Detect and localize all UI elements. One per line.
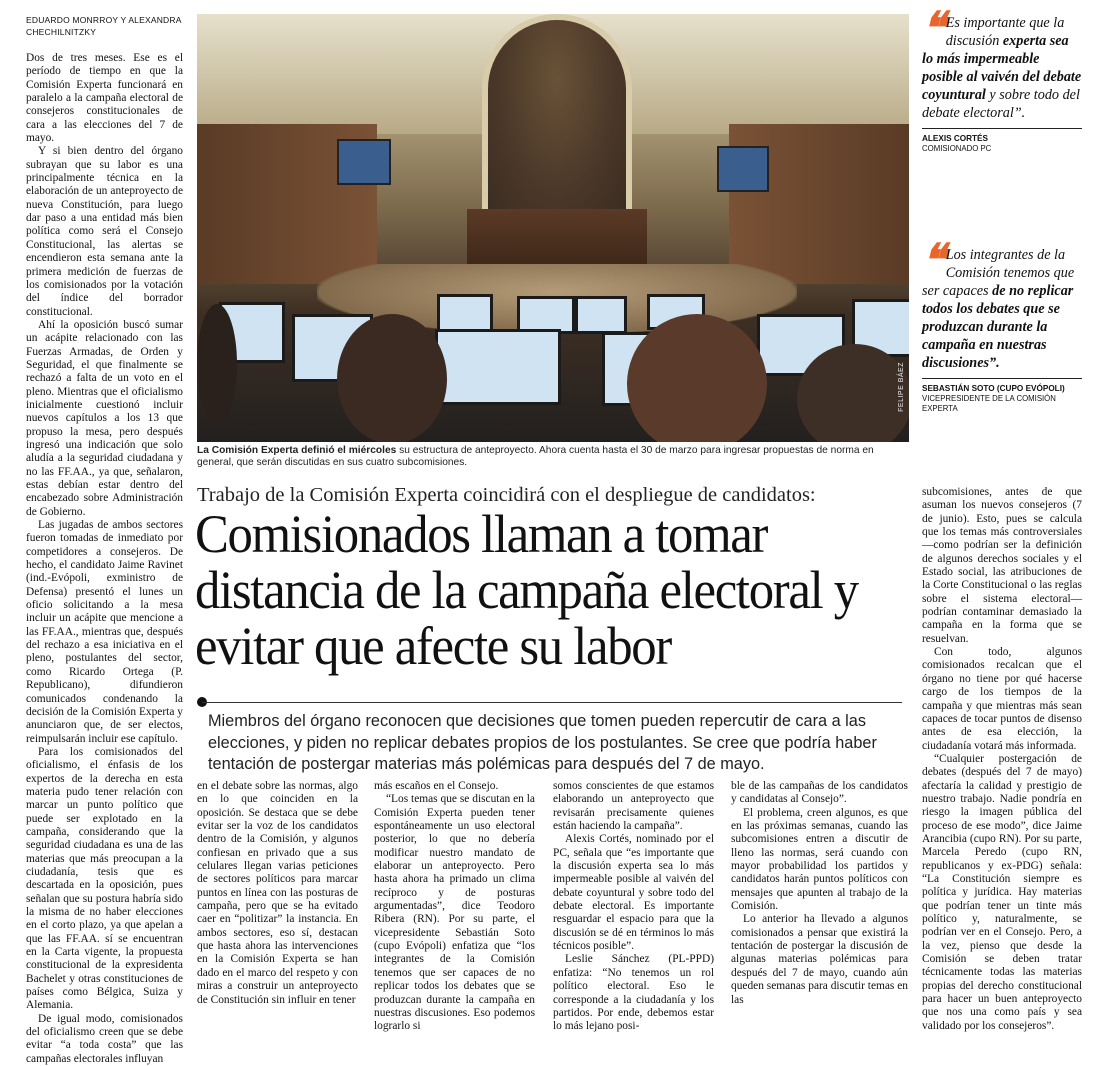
article-column-1 bbox=[197, 780, 358, 1007]
paragraph: De igual modo, comisionados del oficialismo creen que se debe evitar “a toda costa” que las campañas electorales influyan bbox=[26, 1012, 183, 1065]
paragraph: “Cualquier postergación de debates (después del 7 de mayo) afectaría la calidad y prestigio de nuestro trabajo. Nadie pondría en riesgo la imagen pública del proceso de ese modo”, dice Jaime Arancibia (cupo RN). Por su parte, Marcela Peredo (cupo RN, republicanos y ex-PDG) señala: “La Constitución siempre es política y jurídica. Hay materias que podrían tener un tinte más político y, naturalmente, se podrían ver en el Consejo. Pero, a la vez, pienso que desde la Comisión se deben tratar técnicamente todas las materias propias del derecho constitucional para hacer un buen anteproyecto que nos una como país y sea validado por los consejeros”. bbox=[922, 752, 1082, 1032]
quote-author-role: VICEPRESIDENTE DE LA COMISIÓN EXPERTA bbox=[922, 394, 1056, 413]
paragraph: El problema, creen algunos, es que en las próximas semanas, cuando las subcomisiones entren a discutir de lleno las normas, será cuando con mayor probabilidad los partidos y candidatos harán puntos políticos con mensajes que apunten al trabajo de la Comisión. bbox=[731, 806, 908, 913]
quote-mark-icon: ❝ bbox=[922, 3, 942, 54]
paragraph: Lo anterior ha llevado a algunos comisionados a pensar que existirá la tentación de postergar la discusión de algunas materias polémicas para después del 7 de mayo, cuando aún queden semanas para discutir temas en las bbox=[731, 913, 908, 1006]
paragraph: somos conscientes de que estamos elaborando un anteproyecto que revisarán precisamente quienes están haciendo la campaña”. bbox=[553, 780, 714, 833]
paragraph: Dos de tres meses. Ese es el período de tiempo en que la Comisión Experta funcionará en paralelo a la campaña electoral de consejeros constitucionales de cara a las elecciones del 7 de mayo. bbox=[26, 52, 183, 145]
quote-text: Los integrantes de la Comisión tenemos que ser capaces bbox=[922, 247, 1075, 299]
quote-text-bold: experta sea lo más impermeable posible al vaivén del debate coyuntural bbox=[922, 33, 1082, 103]
paragraph: Y si bien dentro del órgano subrayan que su labor es una principalmente técnica en la elaboración de un anteproyecto de nueva Constitución, para luego dar paso a una entidad más bien política como será el Consejo Constitucional, las alertas se encendieron esta semana ante la primera medición de fuerzas de los comisionados por la votación del índice del borrador constitucional. bbox=[26, 145, 183, 318]
quote-mark-icon: ❝ bbox=[922, 235, 942, 286]
kicker: Trabajo de la Comisión Experta coincidirá con el despliegue de candidatos: bbox=[197, 484, 816, 506]
paragraph: Leslie Sánchez (PL-PPD) enfatiza: “No tenemos un rol político electoral. Eso le corresponde a la ciudadanía y los partidos. Por ende, debemos estar lo más lejano posi- bbox=[553, 953, 714, 1033]
quote-author: ALEXIS CORTÉS bbox=[922, 134, 988, 143]
paragraph: ble de las campañas de los candidatos y candidatas al Consejo”. bbox=[731, 780, 908, 806]
quote-text-end: y sobre todo del debate electoral”. bbox=[922, 87, 1080, 121]
paragraph: “Los temas que se discutan en la Comisión Experta pueden tener espontáneamente un uso electoral posterior, lo que no debería modificar nuestro mandato de elaborar un anteproyecto. Pero hasta ahora ha primado un clima recíproco y de posturas argumentadas”, dice Teodoro Ribera (RN). Por su parte, el vicepresidente Sebastián Soto (cupo Evópoli) enfatiza que “los integrantes de la Comisión tenemos que ser capaces de no replicar todos los debates que se produzcan durante la campaña en nuestras discusiones. Eso podemos lograrlo si bbox=[374, 793, 535, 1033]
photo-credit: FELIPE BÁEZ bbox=[898, 362, 905, 412]
caption-text: su estructura de anteproyecto. Ahora cuenta hasta el 30 de marzo para ingresar propuestas de norma en general, que serán discutidas en sus cuatro subcomisiones. bbox=[197, 445, 874, 468]
article-column-4 bbox=[731, 780, 908, 1007]
deck: Miembros del órgano reconocen que decisiones que tomen pueden repercutir de cara a las elecciones, y piden no replicar debates propios de los postulantes. Se cree que podría haber tentación de postergar materias más polémicas para después del 7 de mayo. bbox=[208, 712, 877, 773]
pull-quote-2 bbox=[922, 235, 1082, 414]
article-column-right bbox=[922, 486, 1082, 1033]
commission-photo bbox=[197, 14, 909, 442]
quote-author-role: COMISIONADO PC bbox=[922, 144, 992, 153]
paragraph: Las jugadas de ambos sectores fueron tomadas de inmediato por competidores a consejeros. De hecho, el candidato Jaime Ravinet (ind.-Evópoli, exministro de Defensa) presentó el lunes un oficio solicitando a la mesa incluir un acápite que mencione a las FF.AA., mientras que, después del rechazo a esa iniciativa en el pleno, postulantes del sector, como Ricardo Ortega (P. Republicano), difundieron comunicados condenando la decisión de la Comisión Experta y anunciaron que, de ser electos, reimpulsarán incluir ese capítulo. bbox=[26, 519, 183, 745]
caption-lead: La Comisión Experta definió el miércoles bbox=[197, 445, 397, 456]
pull-quote-1 bbox=[922, 3, 1082, 154]
paragraph: Ahí la oposición buscó sumar un acápite relacionado con las Fuerzas Armadas, de Orden y Seguridad, el que finalmente se rechazó a falta de un voto en el pleno. Mientras que el oficialismo inicialmente cuestionó incluir nuevos capítulos a los 13 que propuso la mesa, pero después ingresó una indicación que solo aludía a la seguridad ciudadana y no las FF.AA., ya que, señalaron, estas debían estar dentro del encabezado sobre Administración de Gobierno. bbox=[26, 318, 183, 518]
headline: Comisionados llaman a tomar distancia de la campaña electoral y evitar que afecte su labor bbox=[195, 504, 858, 676]
article-column-left bbox=[26, 52, 183, 1066]
divider bbox=[202, 702, 902, 703]
quote-text-bold: de no replicar todos los debates que se produzcan durante la campaña en nuestras discusiones”. bbox=[922, 283, 1074, 371]
photo-caption bbox=[197, 445, 909, 469]
quote-text: Es importante que la discusión bbox=[945, 15, 1065, 49]
paragraph: Con todo, algunos comisionados recalcan que el órgano no tiene por qué hacerse cargo de los tiempos de la campaña y que mientras más sean capaces de tocar puntos de disenso antes de esa elección, la ciudadanía votará más informada. bbox=[922, 646, 1082, 752]
paragraph: subcomisiones, antes de que asuman los nuevos consejeros (7 de junio). Esto, pues se calcula que los temas más controversiales —como podrían ser la definición de algunos derechos sociales y el Estado social, las atribuciones de la Corte Constitucional o las reglas sobre el sistema electoral— podrían contaminar demasiado la campaña en la forma que se resuelvan. bbox=[922, 486, 1082, 645]
article-column-2 bbox=[374, 780, 535, 1034]
byline: EDUARDO MONRROY Y ALEXANDRA CHECHILNITZKY bbox=[26, 15, 182, 37]
paragraph: en el debate sobre las normas, algo en lo que coinciden en la oposición. Se destaca que se debe evitar ser la voz de los candidatos dentro de la Comisión, y algunos confiesan en privado que a sus celulares llegan varias peticiones de sectores políticos para marcar puntos en línea con las posturas de campaña, pero que se ha evitado caer en “politizar” la instancia. En ambos sectores, eso sí, destacan que hasta ahora las intervenciones en la Comisión Experta se han dado en el marco del respeto y con miras a construir un anteproyecto de Constitución sin influir en tener bbox=[197, 780, 358, 1006]
paragraph: Para los comisionados del oficialismo, el énfasis de los expertos de la derecha en esta materia pudo tener relación con marcar un punto político que puede ser explotado en la campaña, considerando que la seguridad ciudadana es una de las materias que más preocupan a la ciudadanía, tesis que es descartada en la oposición, pues señalan que su postura habría sido la misma de no haber elecciones en el corto plazo, ya que apelan a que las FF.AA. sí se encuentran en la Carta vigente, la propuesta constitucional de la expresidenta Bachelet y otras constituciones de países como Bélgica, Suiza y Alemania. bbox=[26, 745, 183, 1012]
paragraph: más escaños en el Consejo. bbox=[374, 780, 499, 792]
article-column-3 bbox=[553, 780, 714, 1034]
paragraph: Alexis Cortés, nominado por el PC, señala que “es importante que la discusión experta sea lo más impermeable posible al vaivén del debate coyuntural y sobre todo del debate electoral. Es importante resguardar el espacio para que la discusión se dé en términos lo más técnicos posible”. bbox=[553, 833, 714, 953]
quote-author: SEBASTIÁN SOTO (CUPO EVÓPOLI) bbox=[922, 384, 1065, 393]
